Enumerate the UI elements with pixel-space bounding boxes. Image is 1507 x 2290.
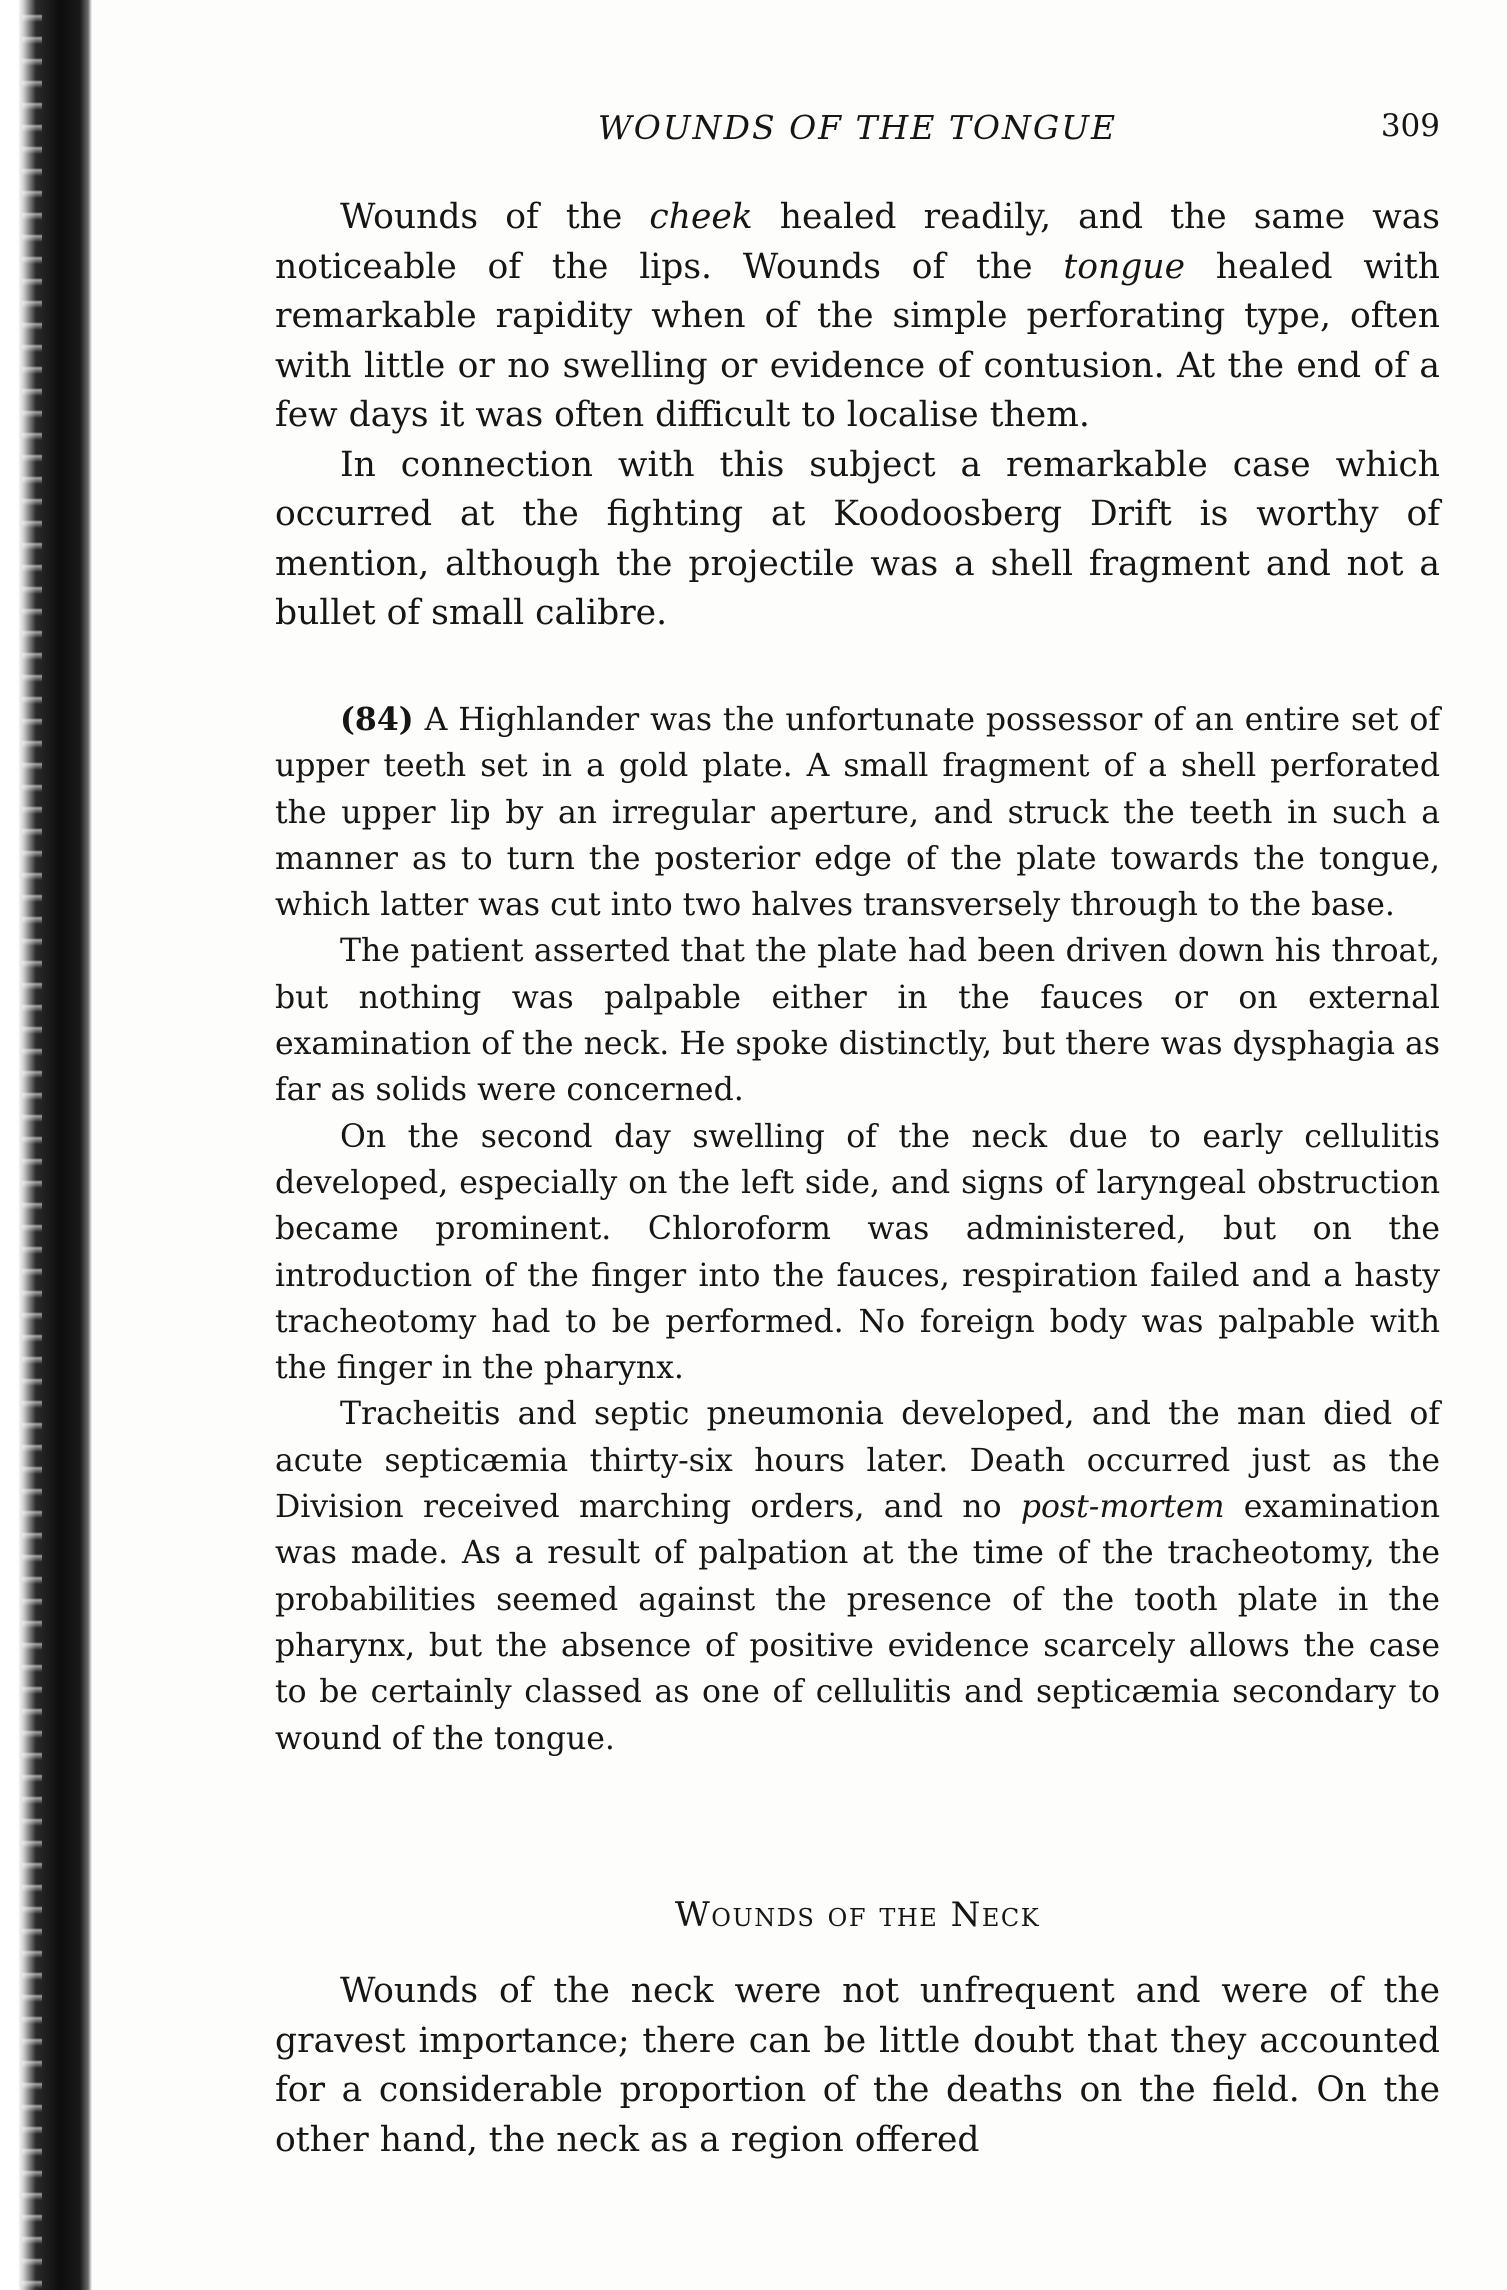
emphasis-cheek: cheek: [649, 197, 753, 237]
book-binding-edge: [0, 0, 92, 2290]
binding-shadow: [22, 0, 42, 2290]
intro-paragraph-1: Wounds of the cheek healed readily, and the same was noticeable of the lips. Wounds of the tongue healed with remarkable rapidity when of the simple perforating type, often with little or no swelling or evidence of contusion. At the end of a few days it was often difficult to localise them.: [275, 197, 1440, 435]
case-paragraph-3: On the second day swelling of the neck due to early cellulitis developed, especially on the left side, and signs of laryngeal obstruction became prominent. Chloroform was administered, but on the introduction of the finger into the fauces, respiration failed and a hasty tracheotomy had to be performed. No foreign body was palpable with the finger in the pharynx.: [275, 1118, 1440, 1387]
running-title: WOUNDS OF THE TONGUE: [597, 108, 1118, 147]
case-paragraph-1: (84) A Highlander was the unfortunate possessor of an entire set of upper teeth set in a gold plate. A small fragment of a shell perforated the upper lip by an irregular aperture, and struck the teeth in such a manner as to turn the posterior edge of the plate towards the tongue, which latter was cut into two halves transversely through to the base.: [275, 701, 1440, 924]
emphasis-tongue: tongue: [1063, 246, 1185, 287]
neck-paragraph-1: Wounds of the neck were not unfrequent and were of the gravest importance; there can be little doubt that they accounted for a considerable proportion of the deaths on the field. On the other hand, the neck as a region offered: [275, 1971, 1440, 2160]
section-heading: Wounds of the Neck: [674, 1895, 1041, 1935]
page-header: [275, 108, 1440, 156]
intro-paragraph-2: In connection with this subject a remarkable case which occurred at the fighting at Koodoosberg Drift is worthy of mention, although the projectile was a shell fragment and not a bullet of small calibre.: [275, 444, 1440, 633]
intro-section: [275, 193, 1440, 639]
case-number: (84): [340, 701, 414, 738]
case-report: [275, 697, 1440, 1762]
case-paragraph-4: Tracheitis and septic pneumonia developed, and the man died of acute septicæmia thirty-six hours later. Death occurred just as the Division received marching orders, and no post-mortem examination was made. As a result of palpation at the time of the tracheotomy, the probabilities seemed against the presence of the tooth plate in the pharynx, but the absence of positive evidence scarcely allows the case to be certainly classed as one of cellulitis and septicæmia secondary to wound of the tongue.: [275, 1396, 1440, 1757]
page-number: 309: [1380, 108, 1440, 144]
neck-section: [275, 1967, 1440, 2165]
case-paragraph-2: The patient asserted that the plate had been driven down his throat, but nothing was palpable either in the fauces or on external examination of the neck. He spoke distinctly, but there was dysphagia as far as solids were concerned.: [275, 933, 1440, 1109]
emphasis-post-mortem: post-mortem: [1020, 1489, 1225, 1526]
